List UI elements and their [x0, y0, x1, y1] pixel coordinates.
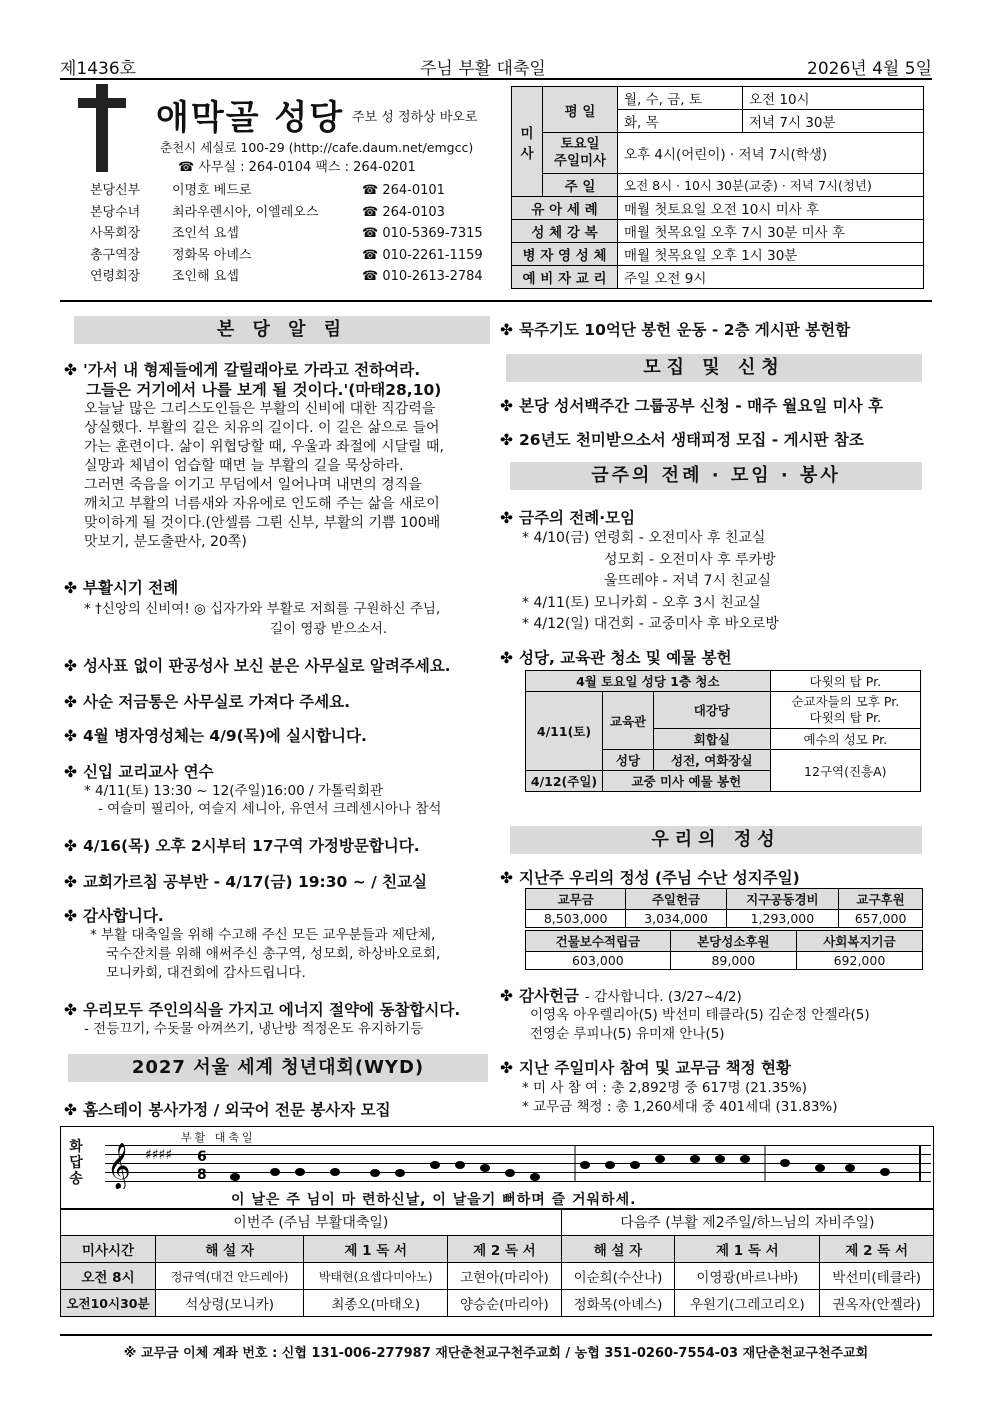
cell: 화, 목: [618, 110, 743, 133]
news-item-cont: 그들은 거기에서 나를 보게 될 것이다.'(마태28,10): [86, 381, 442, 399]
offerings-table: [525, 888, 923, 928]
cell: 저녁 7시 30분: [743, 110, 924, 133]
parish-info: [60, 84, 506, 296]
line: 울뜨레야 - 저녁 7시 친교실: [604, 573, 771, 589]
catechism-label: 예 비 자 교 리: [512, 266, 618, 289]
sunday-label: 주 일: [543, 174, 618, 197]
table-row: [61, 1263, 934, 1290]
cell: 우원기(그레고리오): [675, 1290, 820, 1317]
staff-tel: ☎ 264-0101: [362, 183, 445, 198]
cell: 정규역(대건 안드레아): [156, 1263, 304, 1290]
cell: 오후 4시(어린이) · 저녁 7시(학생): [618, 133, 924, 174]
cell: 사회복지기금: [796, 931, 922, 952]
news-item: ✤ 지난주 우리의 정성 (주님 수난 성지주일): [500, 869, 800, 887]
cell: 657,000: [839, 910, 923, 928]
cell: 교무금: [526, 889, 626, 910]
staff-tel: ☎ 010-5369-7315: [362, 226, 483, 241]
line: * 부활 대축일을 위해 수고해 주신 모든 교우분들과 제단체,: [90, 927, 436, 943]
item-text: 부활시기 전례: [83, 579, 179, 597]
item-text: 본당 성서백주간 그룹공부 신청 - 매주 월요일 미사 후: [519, 397, 884, 415]
item-text: 감사합니다.: [83, 907, 164, 925]
cell: 박선미(테클라): [820, 1263, 934, 1290]
line: * 4/10(금) 연령회 - 오전미사 후 친교실: [522, 530, 766, 546]
staff-tel: ☎ 010-2261-1159: [362, 247, 483, 263]
staff-row: [90, 202, 502, 224]
news-item: ✤ 감사헌금 - 감사합니다. (3/27~4/2): [500, 987, 742, 1005]
cell: 오전 8시 · 10시 30분(교중) · 저녁 7시(청년): [618, 174, 924, 197]
feast-name: 주님 부활 대축일: [420, 59, 546, 79]
item-text: 지난 주일미사 참여 및 교무금 책정 현황: [519, 1059, 791, 1077]
line: 상실했다. 부활의 길은 치유의 길이다. 이 길은 삶으로 들어: [84, 420, 440, 436]
cell: 대강당: [654, 692, 771, 729]
line: 실망과 체념이 엄습할 때면 늘 부활의 길을 묵상하라.: [84, 458, 404, 474]
parish-address: 춘천시 세실로 100-29 (http://cafe.daum.net/emgcc): [160, 140, 474, 155]
svg-text:8: 8: [197, 1167, 207, 1183]
saturday-label: 토요일 주일미사: [543, 133, 618, 174]
parish-phone: ☎ 사무실 : 264-0104 팩스 : 264-0201: [178, 160, 416, 175]
cell: 4/12(주일): [526, 771, 603, 792]
item-text: 성사표 없이 판공성사 보신 분은 사무실로 알려주세요.: [83, 657, 451, 675]
item-text: 4/16(목) 오후 2시부터 17구역 가정방문합니다.: [83, 837, 420, 855]
cell: 4/11(토): [526, 692, 603, 771]
weekday-label: 평 일: [543, 87, 618, 133]
news-item: ✤ 4/16(목) 오후 2시부터 17구역 가정방문합니다.: [64, 837, 420, 855]
item-text: 성당, 교육관 청소 및 예물 봉헌: [519, 649, 732, 667]
section-offerings: 우리의 정성: [510, 826, 922, 854]
line: 가는 훈련이다. 삶이 위협당할 때, 우울과 좌절에 시달릴 때,: [84, 439, 445, 455]
svg-text:♯♯♯♯: ♯♯♯♯: [145, 1147, 173, 1163]
cell: 매월 첫목요일 오후 7시 30분 미사 후: [618, 220, 924, 243]
item-text: 우리모두 주인의식을 가지고 에너지 절약에 동참합시다.: [83, 1001, 461, 1019]
news-item: ✤ 부활시기 전례: [64, 579, 179, 597]
table-row: [61, 1290, 934, 1317]
staff-role: 사목회장: [90, 226, 141, 241]
cell: 건물보수적립금: [526, 931, 671, 952]
news-item: ✤ 4월 병자영성체는 4/9(목)에 실시합니다.: [64, 727, 367, 745]
item-text: 26년도 천미받으소서 생태피정 모집 - 게시판 참조: [519, 431, 864, 449]
note: * 미 사 참 여 : 총 2,892명 중 617명 (21.35%): [522, 1080, 807, 1096]
cell: 692,000: [796, 952, 922, 970]
issue-date: 2026년 4월 5일: [807, 59, 932, 79]
reflection-text: [84, 400, 494, 552]
song-title: 부활 대축일: [181, 1131, 256, 1144]
header-bar: [60, 52, 932, 80]
cell: 다윗의 탑 Pr.: [770, 671, 920, 692]
cell: 4월 토요일 성당 1층 청소: [526, 671, 771, 692]
cell: 양승순(마리아): [448, 1290, 562, 1317]
item-text: 지난주 우리의 정성 (주님 수난 성지주일): [519, 869, 800, 887]
item-text: 감사헌금: [519, 987, 579, 1005]
section-recruit: 모집 및 신청: [506, 354, 922, 382]
cell: 603,000: [526, 952, 671, 970]
cell: 이영광(바르나바): [675, 1263, 820, 1290]
mass-label: 미 사: [512, 87, 543, 197]
cell: 이순희(수산나): [561, 1263, 675, 1290]
staff-role: 본당신부: [90, 183, 141, 198]
note: 전영순 루피나(5) 유미재 안나(5): [530, 1026, 725, 1042]
next-week-header: 다음주 (부활 제2주일/하느님의 자비주일): [561, 1209, 933, 1236]
col-header: 미사시간: [61, 1236, 156, 1263]
note: 이영옥 아우렐리아(5) 박선미 테클라(5) 김순정 안젤라(5): [530, 1007, 870, 1023]
baptism-label: 유 아 세 례: [512, 197, 618, 220]
note: 길이 영광 받으소서.: [270, 621, 388, 637]
cell: 박태현(요셉다미아노): [304, 1263, 448, 1290]
offerings-table-2: [525, 930, 923, 970]
cell: 오전 8시: [61, 1263, 156, 1290]
this-week-header: 이번주 (주님 부활대축일): [61, 1209, 562, 1236]
cell: 주일 오전 9시: [618, 266, 924, 289]
weekly-list: [522, 528, 779, 636]
news-item: ✤ 신입 교리교사 연수: [64, 763, 214, 781]
line: 순교자들의 모후 Pr.: [791, 694, 900, 709]
news-item: ✤ 우리모두 주인의식을 가지고 에너지 절약에 동참합시다.: [64, 1001, 461, 1019]
note: * 4/11(토) 13:30 ~ 12(주일)16:00 / 가톨릭회관: [84, 783, 384, 799]
svg-text:𝄞: 𝄞: [107, 1143, 131, 1189]
cell: 성전, 여화장실: [654, 750, 771, 771]
cell: 월, 수, 금, 토: [618, 87, 743, 110]
item-text: 홈스테이 봉사가정 / 외국어 전문 봉사자 모집: [83, 1101, 391, 1119]
parish-name: 애막골 성당: [156, 98, 345, 138]
cell: 오전10시30분: [61, 1290, 156, 1317]
note: - 전등끄기, 수돗물 아껴쓰기, 냉난방 적정온도 유지하기등: [84, 1021, 424, 1037]
line: 오늘날 많은 그리스도인들은 부활의 신비에 대한 직감력을: [84, 401, 436, 417]
staff-name: 이명호 베드로: [172, 183, 252, 198]
news-item: ✤ 지난 주일미사 참여 및 교무금 책정 현황: [500, 1059, 791, 1077]
cross-icon: [78, 84, 126, 172]
psalm-label: 화답송: [69, 1139, 83, 1187]
item-text: 금주의 전례·모임: [519, 509, 636, 527]
cell: 성당: [603, 750, 654, 771]
cell: 89,000: [670, 952, 796, 970]
divider: [60, 300, 932, 302]
item-sub: - 감사합니다. (3/27~4/2): [584, 989, 742, 1005]
line: * 4/11(토) 모니카회 - 오후 3시 친교실: [522, 594, 761, 611]
staff-row: [90, 266, 502, 288]
line: 깨치고 부활의 너름새와 자유에로 인도해 주는 삶을 새로이: [84, 496, 440, 512]
note: * 교무금 책정 : 총 1,260세대 중 401세대 (31.83%): [522, 1099, 838, 1115]
cell: 12구역(진흥A): [770, 750, 920, 792]
news-item: ✤ 금주의 전례·모임: [500, 509, 636, 527]
col-header: 해 설 자: [156, 1236, 304, 1263]
item-text: 교회가르침 공부반 - 4/17(금) 19:30 ~ / 친교실: [83, 873, 428, 891]
cell: [770, 692, 920, 729]
note: - 여슬미 필리아, 여슬지 세니아, 유연서 크레센시아나 참석: [98, 801, 442, 817]
staff-role: 연령회장: [90, 269, 141, 284]
svg-text:6: 6: [197, 1149, 207, 1165]
issue-number: 제1436호: [60, 59, 137, 79]
line: 맛보기, 분도출판사, 20쪽): [84, 534, 247, 550]
cell: 8,503,000: [526, 910, 626, 928]
news-item: ✤ 사순 저금통은 사무실로 가져다 주세요.: [64, 693, 351, 711]
cell: 주일헌금: [626, 889, 726, 910]
cell: 석상령(모니카): [156, 1290, 304, 1317]
line: 맞이하게 될 것이다.(안셀름 그륀 신부, 부활의 기쁨 100배: [84, 515, 441, 531]
cell: 예수의 성모 Pr.: [770, 729, 920, 750]
col-header: 제 1 독 서: [675, 1236, 820, 1263]
line: 성모회 - 오전미사 후 루카방: [604, 551, 776, 568]
sick-communion-label: 병 자 영 성 체: [512, 243, 618, 266]
news-item: ✤ '가서 내 형제들에게 갈릴래아로 가라고 전하여라.: [64, 361, 421, 379]
line: 모니카회, 대건회에 감사드립니다.: [106, 965, 306, 981]
staff-name: 조인석 요셉: [172, 226, 239, 241]
notes-graphic: [105, 1137, 931, 1189]
cell: 회합실: [654, 729, 771, 750]
col-header: 제 2 독 서: [820, 1236, 934, 1263]
note: [90, 926, 494, 983]
line: 그러면 죽음을 이기고 무덤에서 일어나며 내면의 경직을: [84, 477, 422, 493]
col-header: 제 2 독 서: [448, 1236, 562, 1263]
cell: 교중 미사 예물 봉헌: [603, 771, 771, 792]
staff-name: 조인해 요셉: [172, 269, 239, 284]
line: 국수잔치를 위해 애써주신 총구역, 성모회, 하상바오로회,: [106, 946, 441, 962]
item-text: '가서 내 형제들에게 갈릴래아로 가라고 전하여라.: [83, 361, 421, 379]
staff-role: 본당수녀: [90, 204, 141, 220]
staff-row: [90, 180, 502, 202]
news-item: ✤ 교회가르침 공부반 - 4/17(금) 19:30 ~ / 친교실: [64, 873, 428, 891]
staff-tel: ☎ 010-2613-2784: [362, 269, 483, 284]
news-item: ✤ 감사합니다.: [64, 907, 164, 925]
cell: 3,034,000: [626, 910, 726, 928]
section-parish-news: 본 당 알 림: [74, 316, 490, 344]
cell: 교구후원: [839, 889, 923, 910]
staff-list: [90, 180, 502, 288]
psalm-music: [60, 1126, 934, 1210]
song-lyrics: 이 날은 주 님이 마 련하신날, 이 날을기 뻐하며 즐 거워하세.: [231, 1192, 637, 1208]
cell: 교육관: [603, 692, 654, 750]
cell: 정화목(아녜스): [561, 1290, 675, 1317]
cell: 본당성소후원: [670, 931, 796, 952]
cell: 매월 첫토요일 오전 10시 미사 후: [618, 197, 924, 220]
cell: 권옥자(안젤라): [820, 1290, 934, 1317]
staff-tel: ☎ 264-0103: [362, 204, 445, 220]
cell: 매월 첫목요일 오후 1시 30분: [618, 243, 924, 266]
cell: 최종오(마태오): [304, 1290, 448, 1317]
section-wyd: 2027 서울 세계 청년대회(WYD): [68, 1054, 488, 1082]
bank-account-footer: ※ 교무금 이체 계좌 번호 : 신협 131-006-277987 재단춘천교구천주교회 / 농협 351-0260-7554-03 재단춘천교구천주교회: [60, 1334, 932, 1361]
news-item: ✤ 묵주기도 10억단 봉헌 운동 - 2층 게시판 봉헌함: [500, 321, 851, 339]
parish-patron: 주보 성 정하상 바오로: [352, 110, 478, 125]
item-text: 사순 저금통은 사무실로 가져다 주세요.: [83, 693, 351, 711]
news-item: ✤ 26년도 천미받으소서 생태피정 모집 - 게시판 참조: [500, 431, 864, 449]
news-item: ✤ 홈스테이 봉사가정 / 외국어 전문 봉사자 모집: [64, 1101, 391, 1119]
cell: 고현아(마리아): [448, 1263, 562, 1290]
ministry-schedule-table: [60, 1208, 934, 1317]
news-item: ✤ 본당 성서백주간 그룹공부 신청 - 매주 월요일 미사 후: [500, 397, 884, 415]
item-text: 4월 병자영성체는 4/9(목)에 실시합니다.: [83, 727, 367, 745]
col-header: 해 설 자: [561, 1236, 675, 1263]
staff-name: 최라우렌시아, 이엘레오스: [172, 204, 319, 220]
staff-row: [90, 245, 502, 267]
section-weekly: 금주의 전례 · 모임 · 봉사: [510, 462, 922, 490]
news-item: ✤ 성사표 없이 판공성사 보신 분은 사무실로 알려주세요.: [64, 657, 451, 675]
adoration-label: 성 체 강 복: [512, 220, 618, 243]
staff-row: [90, 223, 502, 245]
col-header: 제 1 독 서: [304, 1236, 448, 1263]
staff-role: 총구역장: [90, 247, 141, 263]
cell: 1,293,000: [726, 910, 839, 928]
cell: 오전 10시: [743, 87, 924, 110]
note: * †신앙의 신비여! ◎ 십자가와 부활로 저희를 구원하신 주님,: [84, 601, 441, 617]
item-text: 묵주기도 10억단 봉헌 운동 - 2층 게시판 봉헌함: [519, 321, 851, 339]
staff-name: 정화목 아녜스: [172, 247, 252, 263]
line: 다윗의 탑 Pr.: [809, 710, 882, 725]
cleaning-table: [525, 670, 921, 792]
line: * 4/12(일) 대건회 - 교중미사 후 바오로방: [522, 616, 779, 632]
news-item: ✤ 성당, 교육관 청소 및 예물 봉헌: [500, 649, 732, 667]
item-text: 신입 교리교사 연수: [83, 763, 214, 781]
cell: 지구공동경비: [726, 889, 839, 910]
mass-schedule-table: [511, 86, 924, 289]
